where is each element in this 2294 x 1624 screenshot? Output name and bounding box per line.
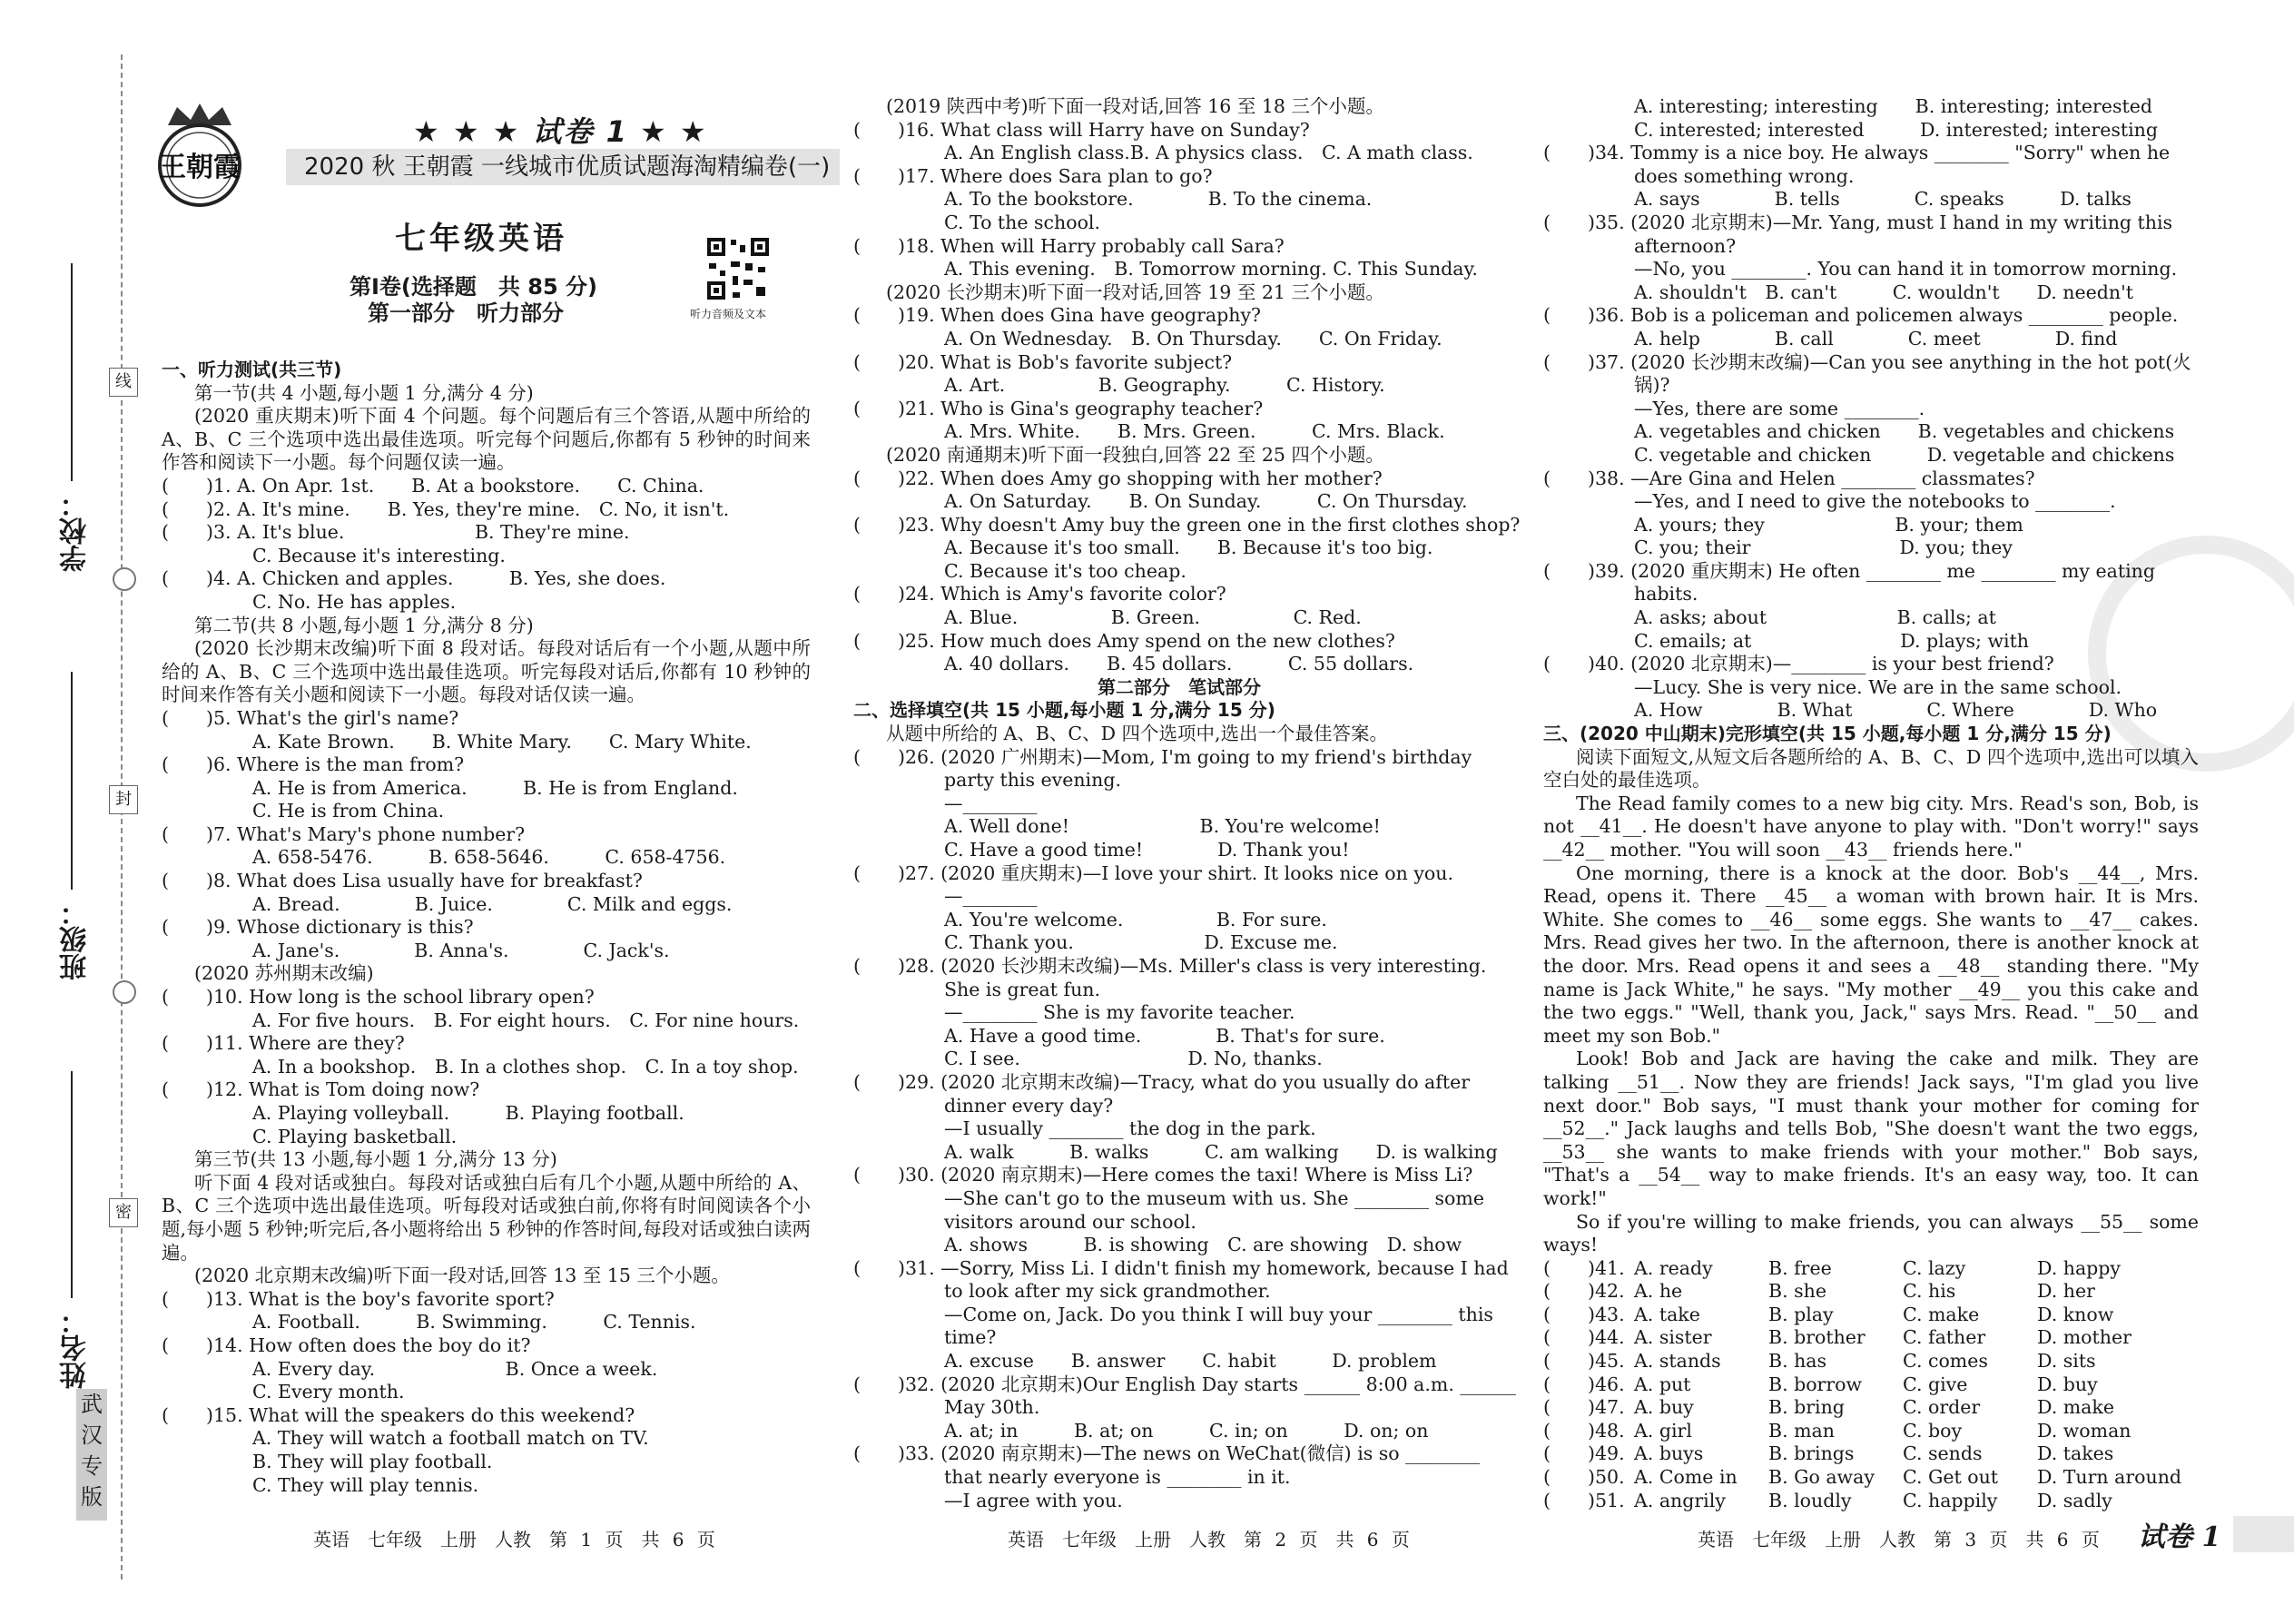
question-line: A. This evening. B. Tomorrow morning. C. This Sunday. (944, 258, 1478, 281)
question-line: ( )21. Who is Gina's geography teacher? (853, 397, 1264, 419)
question-line: May 30th. (944, 1396, 1040, 1419)
volume-title: 第Ⅰ卷(选择题 共 85 分) (350, 274, 597, 300)
option-b[interactable]: B. has (1768, 1350, 1827, 1373)
question-line: A. How B. What C. Where D. Who (1634, 699, 2158, 722)
question-line: A. excuse B. answer C. habit D. problem (944, 1350, 1437, 1373)
exam-header (150, 100, 831, 345)
section-heading: 三、(2020 中山期末)完形填空(共 15 小题,每小题 1 分,满分 15 分) (1543, 723, 2112, 745)
question-number: ( )49. (1543, 1442, 1625, 1465)
question-line: C. Because it's interesting. (252, 544, 506, 566)
question-line: C. Every month. (252, 1381, 405, 1403)
question-line: A. Football. B. Swimming. C. Tennis. (252, 1311, 696, 1334)
question-number: ( )45. (1543, 1350, 1625, 1373)
option-b[interactable]: B. Go away (1768, 1466, 1875, 1489)
question-number: ( )41. (1543, 1256, 1625, 1279)
question-line: 第三节(共 13 小题,每小题 1 分,满分 13 分) (194, 1148, 557, 1171)
question-line: A. yours; they B. your; them (1634, 513, 2023, 536)
question-line: —Lucy. She is very nice. We are in the same school. (1634, 675, 2122, 698)
question-line: (2020 长沙期末)听下面一段对话,回答 19 至 21 三个小题。 (886, 281, 1384, 303)
option-c[interactable]: C. sends (1903, 1442, 1983, 1465)
footer-test-badge: 试卷 1 (2138, 1521, 2221, 1553)
option-b[interactable]: B. brings (1768, 1442, 1855, 1465)
page-3-column (1543, 95, 2199, 1512)
name-label: 姓名： (60, 1307, 92, 1389)
option-b[interactable]: B. she (1768, 1280, 1826, 1303)
punch-hole (113, 980, 136, 1004)
option-d[interactable]: D. buy (2037, 1373, 2098, 1395)
name-line (71, 1071, 73, 1298)
question-number: ( )46. (1543, 1373, 1625, 1395)
question-line: —No, you ________. You can hand it in tomorrow morning. (1634, 258, 2178, 281)
question-line: A. Kate Brown. B. White Mary. C. Mary White. (252, 730, 752, 753)
option-d[interactable]: D. her (2037, 1280, 2095, 1303)
question-line: dinner every day? (944, 1094, 1114, 1117)
question-line: A. at; in B. at; on C. in; on D. on; on (944, 1419, 1429, 1442)
question-line: ( )36. Bob is a policeman and policemen always ________ people. (1543, 304, 2179, 327)
section-heading: 第二部分 笔试部分 (1098, 675, 1261, 698)
question-line: C. Because it's too cheap. (944, 559, 1186, 582)
question-line: (2020 南通期末)听下面一段独白,回答 22 至 25 四个小题。 (886, 443, 1384, 466)
question-line: C. Have a good time! D. Thank you! (944, 839, 1350, 861)
question-line: 从题中所给的 A、B、C、D 四个选项中,选出一个最佳答案。 (886, 723, 1389, 745)
question-line: ( )4. A. Chicken and apples. B. Yes, she does. (162, 567, 666, 590)
part-title: 第一部分 听力部分 (368, 300, 564, 326)
question-number: ( )43. (1543, 1303, 1625, 1325)
question-number: ( )47. (1543, 1396, 1625, 1419)
question-line: ( )30. (2020 南京期末)—Here comes the taxi! Where is Miss Li? (853, 1164, 1473, 1186)
option-c[interactable]: C. make (1903, 1303, 1980, 1325)
footer-page-2: 英语 七年级 上册 人教 第 2 页 共 6 页 (1008, 1529, 1410, 1550)
cloze-option-row (1543, 1490, 2199, 1513)
brand-logo (150, 100, 250, 216)
question-line: ( )24. Which is Amy's favorite color? (853, 583, 1226, 605)
question-line: ( )18. When will Harry probably call Sara? (853, 234, 1285, 257)
question-line: ( )16. What class will Harry have on Sunday? (853, 118, 1310, 141)
question-line: ( )17. Where does Sara plan to go? (853, 164, 1213, 187)
question-line: —________ She is my favorite teacher. (944, 1001, 1295, 1024)
edition-badge: 武汉专版 (76, 1389, 107, 1521)
question-line: ( )1. A. On Apr. 1st. B. At a bookstore. C. China. (162, 474, 704, 497)
question-number: ( )42. (1543, 1280, 1625, 1303)
question-line: (2020 长沙期末改编)听下面 8 段对话。每段对话后有一个小题,从题中所给的 A、B、C 三个选项中选出最佳选项。听完每段对话后,你都有 10 秒钟的时间来作答有关小题和阅读下一小题。每段对话仅读一遍。 (162, 637, 811, 706)
question-line: ( )15. What will the speakers do this weekend? (162, 1403, 635, 1426)
question-line: A. vegetables and chicken B. vegetables and chickens (1634, 420, 2175, 443)
section-heading: 二、选择填空(共 15 小题,每小题 1 分,满分 15 分) (853, 699, 1275, 722)
question-line: 阅读下面短文,从短文后各题所给的 A、B、C、D 四个选项中,选出可以填入空白处的最佳选项。 (1543, 745, 2199, 792)
cloze-option-row (1543, 1466, 2199, 1490)
question-line: C. vegetable and chicken D. vegetable and chickens (1634, 443, 2175, 466)
cut-line (121, 54, 123, 1580)
question-line: ( )12. What is Tom doing now? (162, 1078, 480, 1101)
question-line: A. Playing volleyball. B. Playing football. (252, 1102, 684, 1124)
option-d[interactable]: D. happy (2037, 1256, 2121, 1279)
cloze-option-row (1543, 1304, 2199, 1327)
option-a[interactable]: A. put (1634, 1373, 1691, 1395)
question-line: —She can't go to the museum with us. She ________ some (944, 1186, 1484, 1209)
question-line: A. For five hours. B. For eight hours. C. For nine hours. (252, 1009, 800, 1031)
question-line: A. help B. call C. meet D. find (1634, 327, 2118, 349)
question-line: A. To the bookstore. B. To the cinema. (944, 188, 1373, 211)
question-line: She is great fun. (944, 978, 1101, 1000)
page-1-column (162, 359, 811, 1497)
section-heading: 一、听力测试(共三节) (162, 359, 342, 380)
option-a[interactable]: A. buy (1634, 1396, 1694, 1419)
option-c[interactable]: C. comes (1903, 1350, 1988, 1373)
question-line: ( )3. A. It's blue. B. They're mine. (162, 521, 630, 544)
question-number: ( )44. (1543, 1326, 1625, 1349)
option-b[interactable]: B. play (1768, 1303, 1834, 1325)
question-line: —________ (944, 885, 1038, 908)
question-line: to look after my sick grandmother. (944, 1280, 1271, 1303)
question-line: A. asks; about B. calls; at (1634, 606, 1996, 629)
question-line: ( )29. (2020 北京期末改编)—Tracy, what do you usually do after (853, 1070, 1471, 1093)
question-line: party this evening. (944, 769, 1121, 792)
question-line: ( )28. (2020 长沙期末改编)—Ms. Miller's class is very interesting. (853, 954, 1487, 977)
question-line: B. They will play football. (252, 1450, 493, 1472)
option-c[interactable]: C. order (1903, 1396, 1981, 1419)
question-line: C. emails; at D. plays; with (1634, 629, 2030, 652)
question-line: C. Thank you. D. Excuse me. (944, 931, 1338, 954)
class-line (71, 672, 73, 890)
footer-page-1: 英语 七年级 上册 人教 第 1 页 共 6 页 (313, 1529, 715, 1550)
option-a[interactable]: A. Come in (1634, 1466, 1738, 1489)
question-line: ( )37. (2020 长沙期末改编)—Can you see anything in the hot pot(火 (1543, 350, 2191, 373)
question-line: A. 40 dollars. B. 45 dollars. C. 55 dollars. (944, 653, 1414, 675)
option-b[interactable]: B. bring (1768, 1396, 1845, 1419)
question-line: A. shows B. is showing C. are showing D. show (944, 1234, 1462, 1256)
series-title: 2020 秋 王朝霞 一线城市优质试题海淘精编卷(一) (286, 149, 840, 185)
option-d[interactable]: D. sits (2037, 1350, 2096, 1373)
option-b[interactable]: B. free (1768, 1256, 1832, 1279)
question-line: afternoon? (1634, 234, 1737, 257)
passage-paragraph: So if you're willing to make friends, you can always __55__ some ways! (1543, 1210, 2199, 1256)
class-label: 班级： (60, 899, 92, 980)
option-c[interactable]: C. father (1903, 1326, 1986, 1349)
qr-code-icon[interactable] (705, 236, 771, 301)
question-line: ( )8. What does Lisa usually have for breakfast? (162, 870, 643, 892)
question-line: ( )11. Where are they? (162, 1032, 405, 1055)
option-d[interactable]: D. sadly (2037, 1489, 2112, 1511)
cloze-option-row (1543, 1350, 2199, 1373)
question-line: C. No. He has apples. (252, 590, 457, 613)
passage-paragraph: The Read family comes to a new big city. Mrs. Read's son, Bob, is not __41__. He doesn't have anyone to play with. "Don't worry!" says __42__ mother. "You will soon __43__ friends here." (1543, 792, 2199, 861)
question-line: C. He is from China. (252, 800, 445, 822)
question-number: ( )51. (1543, 1489, 1625, 1511)
option-c[interactable]: C. his (1903, 1280, 1956, 1303)
footer-bar (2233, 1516, 2294, 1552)
option-d[interactable]: D. Turn around (2037, 1466, 2182, 1489)
question-line: ( )32. (2020 北京期末)Our English Day starts ______ 8:00 a.m. ______ (853, 1373, 1516, 1395)
option-d[interactable]: D. woman (2037, 1419, 2132, 1442)
question-line: A. You're welcome. B. For sure. (944, 908, 1327, 930)
option-b[interactable]: B. man (1768, 1419, 1835, 1442)
question-line: ( )20. What is Bob's favorite subject? (853, 350, 1233, 373)
question-line: A. On Saturday. B. On Sunday. C. On Thursday. (944, 490, 1468, 513)
cloze-option-row (1543, 1420, 2199, 1443)
cloze-option-row (1543, 1442, 2199, 1466)
question-line: ( )26. (2020 广州期末)—Mom, I'm going to my friend's birthday (853, 745, 1472, 768)
question-number: ( )50. (1543, 1466, 1625, 1489)
seal-mark-seal: 封 (109, 785, 138, 814)
option-a[interactable]: A. stands (1634, 1350, 1721, 1373)
question-line: ( )13. What is the boy's favorite sport? (162, 1287, 555, 1310)
question-line: (2020 北京期末改编)听下面一段对话,回答 13 至 15 三个小题。 (194, 1265, 730, 1287)
question-line: A. An English class.B. A physics class. C. A math class. (944, 142, 1473, 164)
question-line: —Yes, there are some ________. (1634, 397, 1925, 419)
question-line: (2019 陕西中考)听下面一段对话,回答 16 至 18 三个小题。 (886, 95, 1384, 117)
question-line: A. Have a good time. B. That's for sure. (944, 1024, 1385, 1047)
cloze-option-row (1543, 1257, 2199, 1281)
question-line: C. I see. D. No, thanks. (944, 1048, 1323, 1070)
question-line: ( )34. Tommy is a nice boy. He always ________ "Sorry" when he (1543, 142, 2171, 164)
punch-hole (113, 567, 136, 591)
question-line: 第二节(共 8 小题,每小题 1 分,满分 8 分) (194, 614, 534, 636)
question-line: 第一节(共 4 小题,每小题 1 分,满分 4 分) (194, 381, 534, 404)
question-line: A. Bread. B. Juice. C. Milk and eggs. (252, 892, 733, 915)
option-c[interactable]: C. Get out (1903, 1466, 1999, 1489)
question-line: ( )33. (2020 南京期末)—The news on WeChat(微信) is so ________ (853, 1442, 1481, 1465)
question-line: —Yes, and I need to give the notebooks to ________. (1634, 490, 2116, 513)
question-line: ( )35. (2020 北京期末)—Mr. Yang, must I hand in my writing this (1543, 211, 2173, 233)
option-c[interactable]: C. boy (1903, 1419, 1963, 1442)
school-line (71, 263, 73, 481)
question-line: ( )14. How often does the boy do it? (162, 1334, 531, 1356)
qr-caption: 听力音频及文本 (690, 308, 767, 320)
option-c[interactable]: C. happily (1903, 1489, 1998, 1511)
cloze-option-row (1543, 1326, 2199, 1350)
question-line: ( )38. —Are Gina and Helen ________ classmates? (1543, 467, 2035, 489)
question-line: ( )25. How much does Amy spend on the new clothes? (853, 629, 1395, 652)
question-line: visitors around our school. (944, 1210, 1196, 1233)
question-line: does something wrong. (1634, 164, 1855, 187)
question-line: ( )22. When does Amy go shopping with her mother? (853, 467, 1383, 489)
question-line: that nearly everyone is ________ in it. (944, 1466, 1291, 1489)
question-line: 锅)? (1634, 374, 1670, 397)
cloze-option-row (1543, 1280, 2199, 1304)
question-line: time? (944, 1326, 997, 1349)
question-line: habits. (1634, 583, 1698, 605)
cloze-option-row (1543, 1373, 2199, 1397)
question-line: A. Mrs. White. B. Mrs. Green. C. Mrs. Black. (944, 420, 1445, 443)
grade-subject-title: 七年级英语 (395, 221, 567, 257)
question-line: A. Because it's too small. B. Because it's too big. (944, 536, 1433, 559)
question-line: ( )2. A. It's mine. B. Yes, they're mine. C. No, it isn't. (162, 497, 730, 520)
school-label: 学校： (60, 490, 92, 572)
seal-mark-dense: 密 (109, 1198, 138, 1227)
question-line: ( )27. (2020 重庆期末)—I love your shirt. It looks nice on you. (853, 861, 1453, 884)
question-line: A. Blue. B. Green. C. Red. (944, 606, 1362, 629)
option-b[interactable]: B. loudly (1768, 1489, 1852, 1511)
question-line: —Come on, Jack. Do you think I will buy your ________ this (944, 1303, 1493, 1325)
question-line: —I agree with you. (944, 1489, 1123, 1511)
option-d[interactable]: D. takes (2037, 1442, 2114, 1465)
question-line: A. says B. tells C. speaks D. talks (1634, 188, 2132, 211)
question-line: C. you; their D. you; they (1634, 536, 2013, 559)
passage-paragraph: One morning, there is a knock at the door. Bob's __44__, Mrs. Read, opens it. There __45__ a woman with brown hair. It is Mrs. White. She comes to __46__ some eggs. She wants to __47__ cakes. Mrs. Read gives her two. In the afternoon, there is another knock at the door. Mrs. Read opens it and sees a __48__ standing there. "My name is Jack White," he says. "My mother __49__ you this cake and the two eggs." "Well, thank you, Jack," says Mrs. Read. "__50__ and meet my son Bob." (1543, 861, 2199, 1047)
page-2-column (853, 95, 1521, 1512)
option-d[interactable]: D. mother (2037, 1326, 2132, 1349)
question-line: A. 658-5476. B. 658-5646. C. 658-4756. (252, 846, 726, 869)
option-b[interactable]: B. borrow (1768, 1373, 1863, 1395)
question-line: —________ (944, 792, 1038, 814)
question-line: C. To the school. (944, 211, 1100, 233)
option-a[interactable]: A. girl (1634, 1419, 1692, 1442)
question-number: ( )48. (1543, 1419, 1625, 1442)
question-line: A. They will watch a football match on TV. (252, 1427, 649, 1450)
option-c[interactable]: C. lazy (1903, 1256, 1966, 1279)
cloze-option-row (1543, 1396, 2199, 1420)
cloze-passage (1543, 792, 2199, 1257)
question-line: ( )40. (2020 北京期末)—________ is your best friend? (1543, 653, 2054, 675)
question-line: —I usually ________ the dog in the park. (944, 1117, 1316, 1140)
option-a[interactable]: A. he (1634, 1280, 1683, 1303)
test-number-title: ★ ★ ★ 试卷 1 ★ ★ (413, 114, 708, 149)
question-line: ( )23. Why doesn't Amy buy the green one in the first clothes shop? (853, 513, 1521, 536)
question-line: ( )10. How long is the school library open? (162, 986, 595, 1009)
question-line: A. Well done! B. You're welcome! (944, 815, 1381, 838)
option-a[interactable]: A. ready (1634, 1256, 1713, 1279)
option-d[interactable]: D. make (2037, 1396, 2114, 1419)
question-line: ( )39. (2020 重庆期末) He often ________ me ________ my eating (1543, 559, 2155, 582)
question-line: C. Playing basketball. (252, 1125, 458, 1147)
option-a[interactable]: A. angrily (1634, 1489, 1726, 1511)
option-a[interactable]: A. buys (1634, 1442, 1704, 1465)
option-a[interactable]: A. sister (1634, 1326, 1712, 1349)
question-line: 听下面 4 段对话或独白。每段对话或独白后有几个小题,从题中所给的 A、B、C 三个选项中选出最佳选项。听每段对话或独白前,你将有时间阅读各个小题,每小题 5 秒钟;听完后,各小题将给出 5 秒钟的作答时间,每段对话或独白读两遍。 (162, 1171, 811, 1264)
option-a[interactable]: A. take (1634, 1303, 1700, 1325)
footer-page-3: 英语 七年级 上册 人教 第 3 页 共 6 页 (1698, 1529, 2100, 1550)
option-c[interactable]: C. give (1903, 1373, 1968, 1395)
question-line: A. In a bookshop. B. In a clothes shop. C. In a toy shop. (252, 1055, 799, 1078)
question-line: A. Art. B. Geography. C. History. (944, 374, 1385, 397)
question-line: A. shouldn't B. can't C. wouldn't D. needn't (1634, 281, 2133, 303)
question-line: A. He is from America. B. He is from England. (252, 776, 738, 799)
svg-text:王朝霞: 王朝霞 (159, 152, 241, 183)
seal-mark-line: 线 (109, 368, 138, 397)
passage-paragraph: Look! Bob and Jack are having the cake and milk. They are talking __51__. Now they are friends! Jack says, "I'm glad you live next door." Bob says, "I must thank your mother for coming for __52__." Jack laughs and tells Bob, "She doesn't want the two eggs, __53__ she wants to make friends with your mother." Bob says, "That's a __54__ way to make friends. It's an easy way, too. It can work!" (1543, 1048, 2199, 1209)
option-b[interactable]: B. brother (1768, 1326, 1866, 1349)
binding-margin (0, 0, 145, 1624)
question-line: ( )19. When does Gina have geography? (853, 304, 1262, 327)
question-line: ( )7. What's Mary's phone number? (162, 822, 526, 845)
question-line: A. walk B. walks C. am walking D. is walking (944, 1140, 1498, 1163)
question-line: A. interesting; interesting B. interesting; interested (1634, 95, 2152, 117)
question-line: ( )5. What's the girl's name? (162, 706, 459, 729)
option-d[interactable]: D. know (2037, 1303, 2114, 1325)
cloze-options (1543, 1257, 2199, 1513)
question-line: A. Every day. B. Once a week. (252, 1357, 658, 1380)
question-line: C. interested; interested D. interested; interesting (1634, 118, 2158, 141)
question-line: C. They will play tennis. (252, 1473, 479, 1496)
question-line: ( )6. Where is the man from? (162, 753, 465, 776)
question-line: A. Jane's. B. Anna's. C. Jack's. (252, 939, 670, 961)
question-line: A. On Wednesday. B. On Thursday. C. On Friday. (944, 327, 1442, 349)
question-line: (2020 重庆期末)听下面 4 个问题。每个问题后有三个答语,从题中所给的 A、B、C 三个选项中选出最佳选项。听完每个问题后,你都有 5 秒钟的时间来作答和阅读下一小题。每个问题仅读一遍。 (162, 405, 811, 474)
question-line: ( )9. Whose dictionary is this? (162, 916, 474, 939)
question-line: (2020 苏州期末改编) (194, 962, 374, 985)
question-line: ( )31. —Sorry, Miss Li. I didn't finish my homework, because I had (853, 1256, 1509, 1279)
